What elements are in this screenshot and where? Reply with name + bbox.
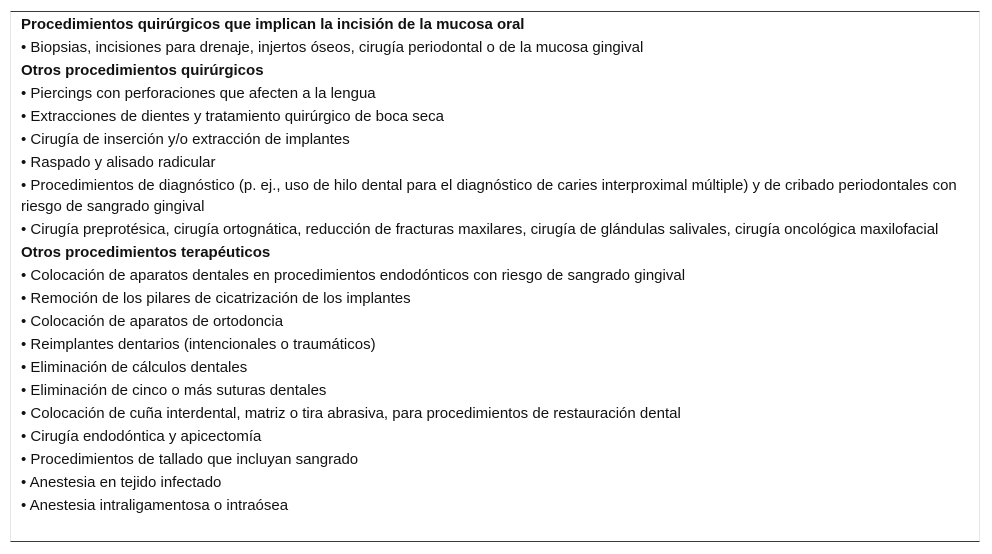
list-item: • Anestesia en tejido infectado: [21, 474, 222, 491]
list-item: • Reimplantes dentarios (intencionales o traumáticos): [21, 336, 376, 353]
section-heading: Otros procedimientos terapéuticos: [21, 244, 271, 261]
list-item: • Cirugía de inserción y/o extracción de implantes: [21, 131, 350, 148]
list-item: • Procedimientos de diagnóstico (p. ej., uso de hilo dental para el diagnóstico de caries interproximal múltiple) y de cribado periodontales con riesgo de sangrado gingival: [21, 177, 957, 215]
list-item: • Cirugía endodóntica y apicectomía: [21, 428, 262, 445]
list-item: • Colocación de cuña interdental, matriz o tira abrasiva, para procedimientos de restauración dental: [21, 405, 681, 422]
list-item: • Procedimientos de tallado que incluyan sangrado: [21, 451, 359, 468]
list-item: • Eliminación de cálculos dentales: [21, 359, 248, 376]
list-item: • Eliminación de cinco o más suturas dentales: [21, 382, 327, 399]
section-heading: Procedimientos quirúrgicos que implican la incisión de la mucosa oral: [21, 16, 525, 33]
list-item: • Piercings con perforaciones que afecten a la lengua: [21, 85, 376, 102]
list-item: • Anestesia intraligamentosa o intraósea: [21, 497, 289, 514]
list-item: • Extracciones de dientes y tratamiento quirúrgico de boca seca: [21, 108, 444, 125]
section-heading: Otros procedimientos quirúrgicos: [21, 62, 264, 79]
procedures-table: [10, 11, 980, 542]
list-item: • Raspado y alisado radicular: [21, 154, 216, 171]
list-item: • Biopsias, incisiones para drenaje, injertos óseos, cirugía periodontal o de la mucosa gingival: [21, 39, 644, 56]
list-item: • Colocación de aparatos dentales en procedimientos endodónticos con riesgo de sangrado gingival: [21, 267, 686, 284]
list-item: • Remoción de los pilares de cicatrización de los implantes: [21, 290, 411, 307]
list-item: • Cirugía preprotésica, cirugía ortognática, reducción de fracturas maxilares, cirugía de glándulas salivales, cirugía oncológica maxilofacial: [21, 221, 939, 238]
list-item: • Colocación de aparatos de ortodoncia: [21, 313, 284, 330]
